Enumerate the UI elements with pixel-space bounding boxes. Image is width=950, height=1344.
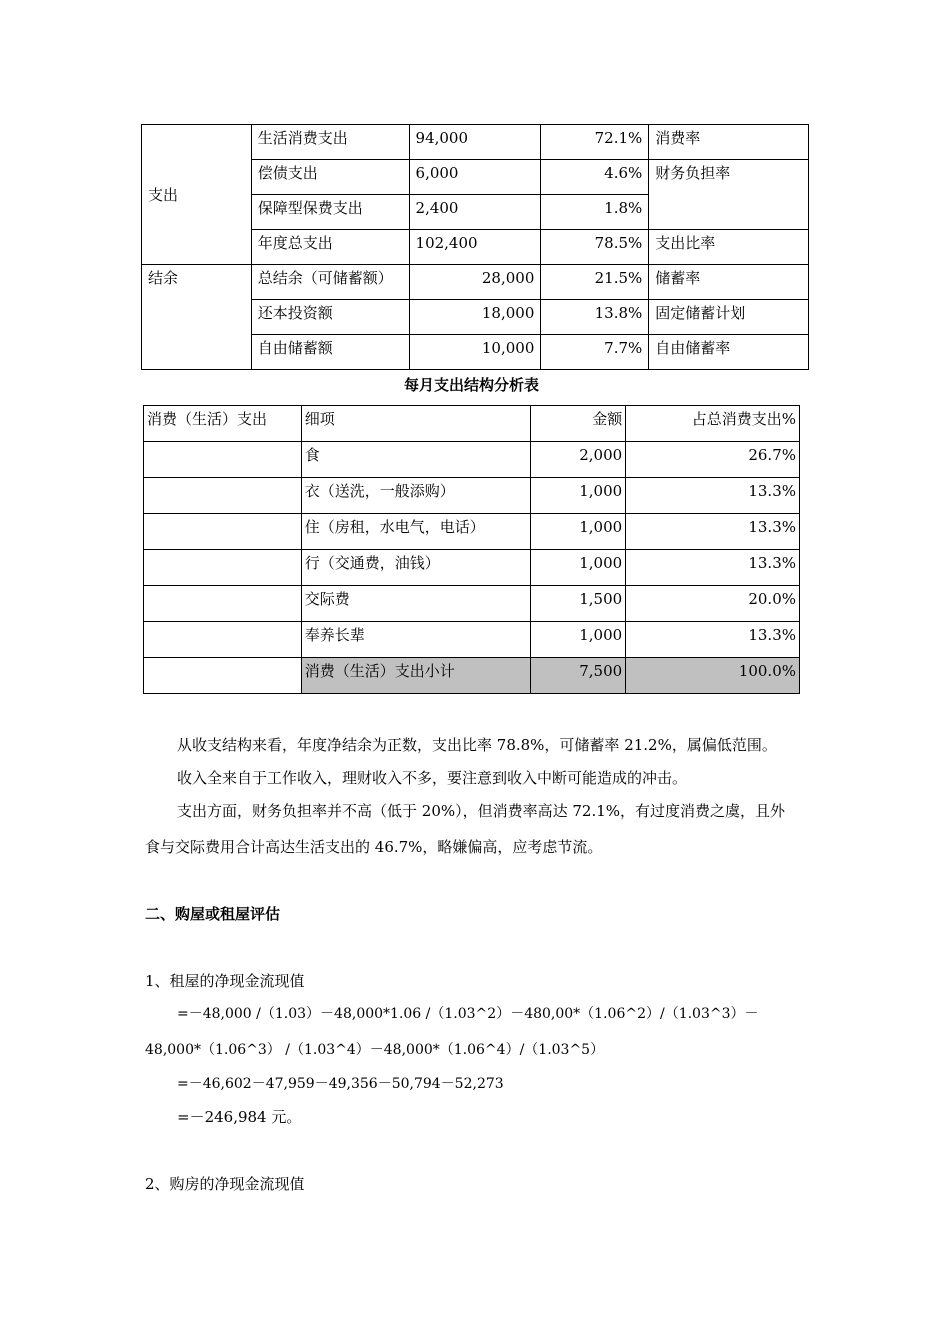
amount-cell: 1,000 (531, 514, 626, 550)
paragraph: 收入全来自于工作收入，理财收入不多，要注意到收入中断可能造成的冲击。 (177, 769, 688, 787)
amount-cell: 6,000 (409, 160, 541, 195)
column-header: 消费（生活）支出 (144, 406, 302, 442)
table-row (144, 442, 800, 478)
item-cell: 偿债支出 (251, 160, 409, 195)
pct-cell: 4.6% (541, 160, 649, 195)
item-cell: 交际费 (301, 586, 531, 622)
formula-line: =－48,000 /（1.03）－48,000*1.06 /（1.03^2）－480,00*（1.06^2）/（1.03^3）－ (177, 1006, 759, 1022)
amount-cell: 28,000 (409, 265, 541, 300)
pct-cell: 13.8% (541, 300, 649, 335)
blank-cell (144, 442, 302, 478)
table-row (142, 265, 809, 300)
blank-cell (144, 550, 302, 586)
pct-cell: 100.0% (626, 658, 800, 694)
blank-cell (144, 514, 302, 550)
item-cell: 年度总支出 (251, 230, 409, 265)
note-cell: 消费率 (649, 125, 809, 160)
table-row (144, 478, 800, 514)
subheading: 2、购房的净现金流现值 (145, 1175, 305, 1193)
note-cell: 财务负担率 (649, 160, 809, 230)
item-cell: 还本投资额 (251, 300, 409, 335)
amount-cell: 1,500 (531, 586, 626, 622)
table-row (142, 125, 809, 160)
amount-cell: 1,000 (531, 550, 626, 586)
item-cell: 奉养长辈 (301, 622, 531, 658)
pct-cell: 13.3% (626, 550, 800, 586)
item-cell: 食 (301, 442, 531, 478)
column-header: 金额 (531, 406, 626, 442)
blank-cell (144, 622, 302, 658)
table-row (144, 586, 800, 622)
item-cell: 消费（生活）支出小计 (301, 658, 531, 694)
item-cell: 总结余（可储蓄额） (251, 265, 409, 300)
amount-cell: 1,000 (531, 622, 626, 658)
table-header-row (144, 406, 800, 442)
amount-cell: 10,000 (409, 335, 541, 370)
column-header: 细项 (301, 406, 531, 442)
group-cell: 支出 (142, 125, 252, 265)
amount-cell: 102,400 (409, 230, 541, 265)
subtotal-row (144, 658, 800, 694)
blank-cell (144, 658, 302, 694)
note-cell: 自由储蓄率 (649, 335, 809, 370)
pct-cell: 13.3% (626, 478, 800, 514)
pct-cell: 7.7% (541, 335, 649, 370)
paragraph: 支出方面，财务负担率并不高（低于 20%），但消费率高达 72.1%，有过度消费之虞，且外 (177, 802, 786, 820)
pct-cell: 13.3% (626, 514, 800, 550)
item-cell: 保障型保费支出 (251, 195, 409, 230)
pct-cell: 13.3% (626, 622, 800, 658)
amount-cell: 2,400 (409, 195, 541, 230)
pct-cell: 20.0% (626, 586, 800, 622)
paragraph: 从收支结构来看，年度净结余为正数，支出比率 78.8%，可储蓄率 21.2%，属偏低范围。 (177, 736, 777, 754)
formula-line: =－46,602－47,959－49,356－50,794－52,273 (177, 1076, 504, 1092)
item-cell: 住（房租，水电气，电话） (301, 514, 531, 550)
item-cell: 衣（送洗，一般添购） (301, 478, 531, 514)
table-row (144, 622, 800, 658)
amount-cell: 1,000 (531, 478, 626, 514)
pct-cell: 21.5% (541, 265, 649, 300)
note-cell: 支出比率 (649, 230, 809, 265)
formula-line: 48,000*（1.06^3） /（1.03^4）－48,000*（1.06^4）/（1.03^5） (145, 1042, 605, 1058)
column-header: 占总消费支出% (626, 406, 800, 442)
pct-cell: 1.8% (541, 195, 649, 230)
pct-cell: 78.5% (541, 230, 649, 265)
note-cell: 固定储蓄计划 (649, 300, 809, 335)
section-heading: 二、购屋或租屋评估 (145, 905, 281, 923)
paragraph: 食与交际费用合计高达生活支出的 46.7%，略嫌偏高，应考虑节流。 (145, 838, 603, 856)
amount-cell: 2,000 (531, 442, 626, 478)
table-row (144, 514, 800, 550)
formula-result: =－246,984 元。 (177, 1108, 302, 1126)
item-cell: 行（交通费，油钱） (301, 550, 531, 586)
blank-cell (144, 586, 302, 622)
table-row (144, 550, 800, 586)
pct-cell: 72.1% (541, 125, 649, 160)
annual-income-expense-table (141, 124, 809, 370)
table-title: 每月支出结构分析表 (403, 376, 539, 394)
amount-cell: 18,000 (409, 300, 541, 335)
blank-cell (144, 478, 302, 514)
group-cell: 结余 (142, 265, 252, 370)
item-cell: 自由储蓄额 (251, 335, 409, 370)
pct-cell: 26.7% (626, 442, 800, 478)
subheading: 1、租屋的净现金流现值 (145, 972, 305, 990)
item-cell: 生活消费支出 (251, 125, 409, 160)
monthly-expense-table (143, 405, 800, 694)
amount-cell: 94,000 (409, 125, 541, 160)
amount-cell: 7,500 (531, 658, 626, 694)
note-cell: 储蓄率 (649, 265, 809, 300)
